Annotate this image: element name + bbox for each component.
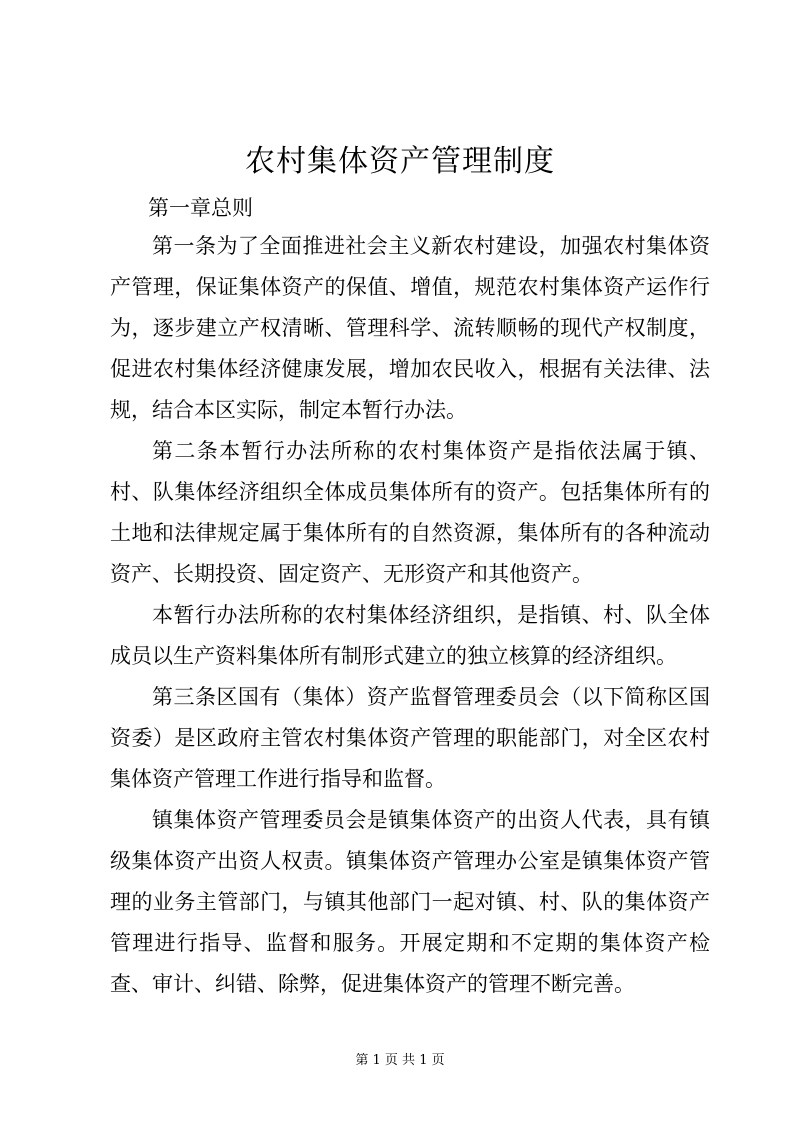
paragraph-article-1: 第一条为了全面推进社会主义新农村建设，加强农村集体资产管理，保证集体资产的保值、增值，规范农村集体资产运作行为，逐步建立产权清晰、管理科学、流转顺畅的现代产权制度，促进农村集体经济健康发展，增加农民收入，根据有关法律、法规，结合本区实际，制定本暂行办法。 [110, 234, 710, 422]
paragraph-town-committee: 镇集体资产管理委员会是镇集体资产的出资人代表，具有镇级集体资产出资人权责。镇集体资产管理办公室是镇集体资产管理的业务主管部门，与镇其他部门一起对镇、村、队的集体资产管理进行指导、监督和服务。开展定期和不定期的集体资产检查、审计、纠错、除弊，促进集体资产的管理不断完善。 [110, 808, 710, 996]
paragraph-article-2: 第二条本暂行办法所称的农村集体资产是指依法属于镇、村、队集体经济组织全体成员集体所有的资产。包括集体所有的土地和法律规定属于集体所有的自然资源，集体所有的各种流动资产、长期投资、固定资产、无形资产和其他资产。 [110, 439, 710, 586]
page-footer: 第 1 页 共 1 页 [355, 1053, 445, 1068]
page-title: 农村集体资产管理制度 [245, 144, 555, 179]
document-body [110, 226, 710, 1005]
chapter-heading: 第一章总则 [148, 196, 253, 220]
paragraph-article-3: 第三条区国有（集体）资产监督管理委员会（以下简称区国资委）是区政府主管农村集体资产管理的职能部门，对全区农村集体资产管理工作进行指导和监督。 [110, 685, 710, 791]
paragraph-collective-organization: 本暂行办法所称的农村集体经济组织，是指镇、村、队全体成员以生产资料集体所有制形式建立的独立核算的经济组织。 [110, 603, 710, 668]
